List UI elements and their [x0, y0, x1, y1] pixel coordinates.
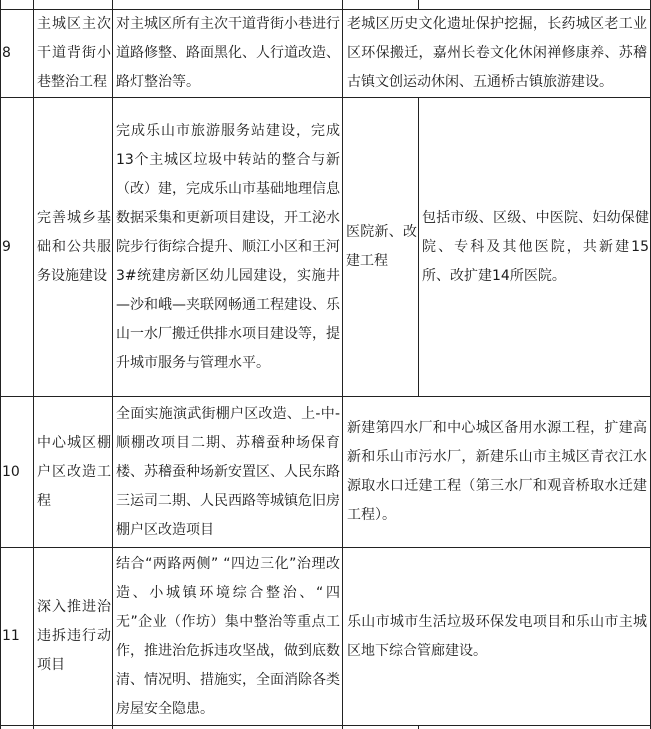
project-detail-merged: 新建第四水厂和中心城区备用水源工程，扩建高新和乐山市污水厂，新建乐山市主城区青衣江水源取水口迁建工程（第三水厂和观音桥取水迁建工程）。 — [343, 397, 651, 548]
project-description: 全面实施演武街棚户区改造、上-中-顺棚改项目二期、苏稽蚕种场保育楼、苏稽蚕种场新安置区、人民东路三运司二期、人民西路等城镇危旧房棚户区改造项目 — [113, 397, 343, 548]
project-description: 完成乐山市旅游服务站建设，完成13个主城区垃圾中转站的整合与新（改）建，完成乐山市基础地理信息数据采集和更新项目建设，开工泌水院步行街综合提升、顺江小区和王河3#统建房新区幼儿园建设，实施井—沙和峨—夹联网畅通工程建设、乐山一水厂搬迁供排水项目建设等，提升城市服务与管理水平。 — [113, 98, 343, 397]
sub-project-description: 包括市级、区级、中医院、妇幼保健院、专科及其他医院，共新建15所、改扩建14所医院。 — [419, 98, 651, 397]
project-description: 对主城区所有主次干道背街小巷进行道路修整、路面黑化、人行道改造、路灯整治等。 — [113, 10, 343, 98]
project-detail-merged: 老城区历史文化遗址保护挖掘，长药城区老工业区环保搬迁，嘉州长卷文化休闲禅修康养、苏稽古镇文创运动休闲、五通桥古镇旅游建设。 — [343, 10, 651, 98]
row-number: 9 — [1, 98, 34, 397]
project-description: 结合“两路两侧” “四边三化”治理改造、小城镇环境综合整治、“四无”企业（作坊）集中整治等重点工作，推进治危拆违攻坚战，做到底数清、情况明、措施实，全面消除各类房屋安全隐患。 — [113, 548, 343, 726]
partial-top-cell — [419, 0, 651, 10]
project-name: 完善城乡基础和公共服务设施建设 — [34, 98, 113, 397]
project-name: 主城区主次干道背街小巷整治工程 — [34, 10, 113, 98]
project-detail-merged: 乐山市城市生活垃圾环保发电项目和乐山市主城区地下综合管廊建设。 — [343, 548, 651, 726]
row-number: 8 — [1, 10, 34, 98]
row-number: 10 — [1, 397, 34, 548]
row-number: 11 — [1, 548, 34, 726]
project-name: 深入推进治违拆违行动项目 — [34, 548, 113, 726]
sub-project-name: 医院新、改建工程 — [343, 98, 419, 397]
partial-top-cell — [343, 0, 419, 10]
partial-top-cell — [34, 0, 113, 10]
partial-top-cell — [113, 0, 343, 10]
project-name: 中心城区棚户区改造工程 — [34, 397, 113, 548]
partial-top-cell — [1, 0, 34, 10]
